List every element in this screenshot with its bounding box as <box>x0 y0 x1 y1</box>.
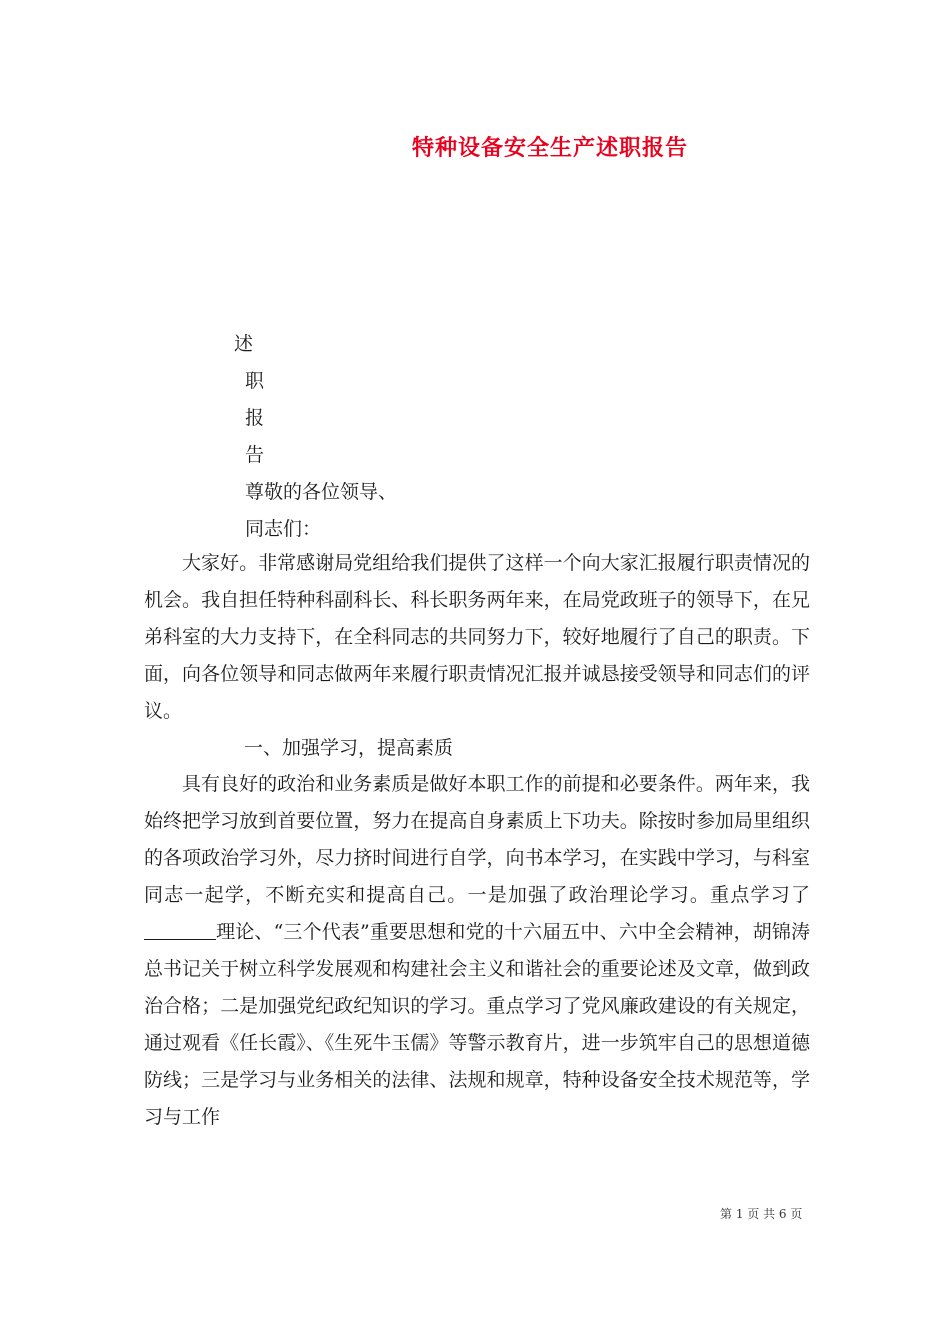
vertical-heading-char-2: 职 <box>245 370 265 392</box>
paragraph-intro <box>144 545 810 730</box>
paragraph-1-text: 大家好。非常感谢局党组给我们提供了这样一个向大家汇报履行职责情况的机会。我自担任特种科副科长、科长职务两年来，在局党政班子的领导下，在兄弟科室的大力支持下，在全科同志的共同努力下，较好地履行了自己的职责。下面，向各位领导和同志做两年来履行职责情况汇报并诚恳接受领导和同志们的评议。 <box>144 552 810 722</box>
blank-underline <box>144 921 216 940</box>
salutation-line-2: 同志们： <box>245 518 322 540</box>
paragraph-study <box>144 766 810 1136</box>
document-title: 特种设备安全生产述职报告 <box>412 135 689 161</box>
salutation-line-1: 尊敬的各位领导、 <box>245 481 398 503</box>
paragraph-2-text <box>144 766 810 1136</box>
vertical-heading-char-4: 告 <box>245 444 265 466</box>
paragraph-2-part-b: 理论、“三个代表”重要思想和党的十六届五中、六中全会精神，胡锦涛总书记关于树立科学发展观和构建社会主义和谐社会的重要论述及文章，做到政治合格；二是加强党纪政纪知识的学习。重点学习了党风廉政建设的有关规定，通过观看《任长霞》、《生死牛玉儒》等警示教育片，进一步筑牢自己的思想道德防线；三是学习与业务相关的法律、法规和规章，特种设备安全技术规范等，学习与工作 <box>144 921 810 1128</box>
paragraph-2-part-a: 具有良好的政治和业务素质是做好本职工作的前提和必要条件。两年来，我始终把学习放到首要位置，努力在提高自身素质上下功夫。除按时参加局里组织的各项政治学习外，尽力挤时间进行自学，向书本学习，在实践中学习，与科室同志一起学，不断充实和提高自己。一是加强了政治理论学习。重点学习了 <box>144 773 810 906</box>
section-1-heading: 一、加强学习，提高素质 <box>244 737 454 759</box>
vertical-heading-char-1: 述 <box>234 333 254 355</box>
vertical-heading-char-3: 报 <box>245 407 265 429</box>
page-number-footer: 第 1 页 共 6 页 <box>720 1207 803 1221</box>
